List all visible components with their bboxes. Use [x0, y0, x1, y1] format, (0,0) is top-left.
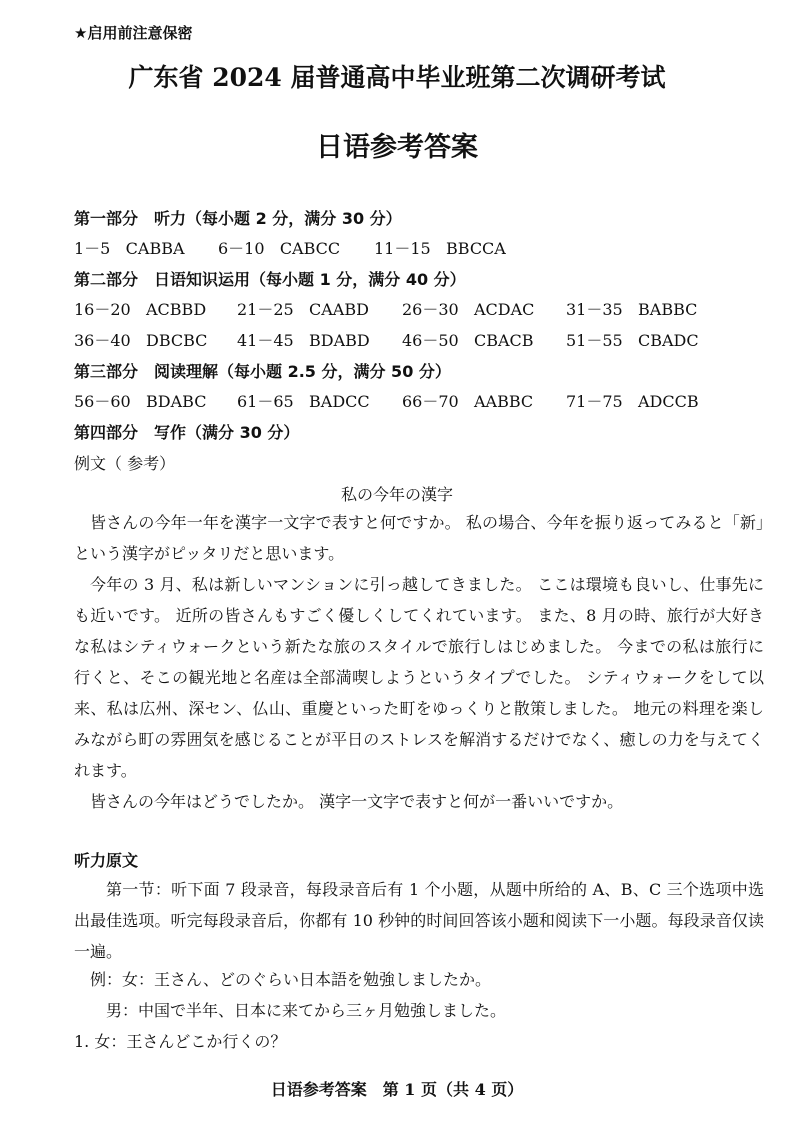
essay-paragraph: 今年の 3 月、私は新しいマンションに引っ越してきました。 ここは環境も良いし、仕事先にも近いです。 近所の皆さんもすごく優しくしてくれています。 また、8 月の時、旅行が大好きな私はシティウォークという新たな旅のスタイルで旅行しはじめました。 今までの私は旅行に行くと、そこの観光地と名産は全部満喫しようというタイプでした。 シティウォークをして以来、私は広州、深セン、仏山、重慶といった町をゆっくりと散策しました。 地元の料理を楽しみながら町の雰囲気を感じることが平日のストレスを解消するだけでなく、癒しの力を与えてくれます。 — [74, 575, 764, 780]
part3-heading: 第三部分 阅读理解（每小题 2.5 分，满分 50 分） — [74, 362, 451, 381]
answer-item: 6－10 CABCC — [218, 239, 341, 258]
answer-item: 46－50 CBACB — [402, 331, 534, 350]
answer-item: 51－55 CBADC — [566, 331, 699, 350]
example-male-line: 男：中国で半年、日本に来てから三ヶ月勉強しました。 — [106, 1001, 507, 1020]
part1-heading: 第一部分 听力（每小题 2 分，满分 30 分） — [74, 209, 402, 228]
answer-item: 71－75 ADCCB — [566, 392, 699, 411]
answer-item: 16－20 ACBBD — [74, 300, 207, 319]
essay-title: 私の今年の漢字 — [340, 485, 453, 504]
listening-heading: 听力原文 — [74, 851, 139, 870]
essay-paragraph: 皆さんの今年一年を漢字一文字で表すと何ですか。 私の場合、今年を振り返ってみると「新」という漢字がピッタリだと思います。 — [74, 513, 764, 563]
example-female-line: 例：女：王さん、どのぐらい日本語を勉強しましたか。 — [90, 970, 491, 989]
confidential-notice: ★启用前注意保密 — [74, 24, 193, 42]
example-label: 例文（ 参考） — [74, 454, 176, 473]
part4-heading: 第四部分 写作（满分 30 分） — [74, 423, 300, 442]
essay-paragraph: 皆さんの今年はどうでしたか。 漢字一文字で表すと何が一番いいですか。 — [90, 792, 624, 811]
answer-item: 41－45 BDABD — [237, 331, 370, 350]
answer-key-title: 日语参考答案 — [316, 132, 478, 163]
answer-item: 56－60 BDABC — [74, 392, 207, 411]
answer-item: 21－25 CAABD — [237, 300, 369, 319]
page-footer: 日语参考答案 第 1 页（共 4 页） — [270, 1080, 524, 1099]
answer-item: 11－15 BBCCA — [374, 239, 506, 258]
answer-item: 66－70 AABBC — [402, 392, 534, 411]
part2-heading: 第二部分 日语知识运用（每小题 1 分，满分 40 分） — [74, 270, 466, 289]
answer-item: 36－40 DBCBC — [74, 331, 208, 350]
answer-item: 1－5 CABBA — [74, 239, 185, 258]
answer-item: 61－65 BADCC — [237, 392, 370, 411]
exam-title: 广东省 2024 届普通高中毕业班第二次调研考试 — [128, 63, 666, 92]
listening-intro: 第一节：听下面 7 段录音，每段录音后有 1 个小题，从题中所给的 A、B、C 三个选项中选出最佳选项。听完每段录音后，你都有 10 秒钟的时间回答该小题和阅读下一小题。每段录音仅读一遍。 — [74, 880, 764, 961]
answer-item: 26－30 ACDAC — [402, 300, 535, 319]
question-1-line: 1. 女：王さんどこか行くの？ — [74, 1032, 287, 1051]
answer-item: 31－35 BABBC — [566, 300, 698, 319]
